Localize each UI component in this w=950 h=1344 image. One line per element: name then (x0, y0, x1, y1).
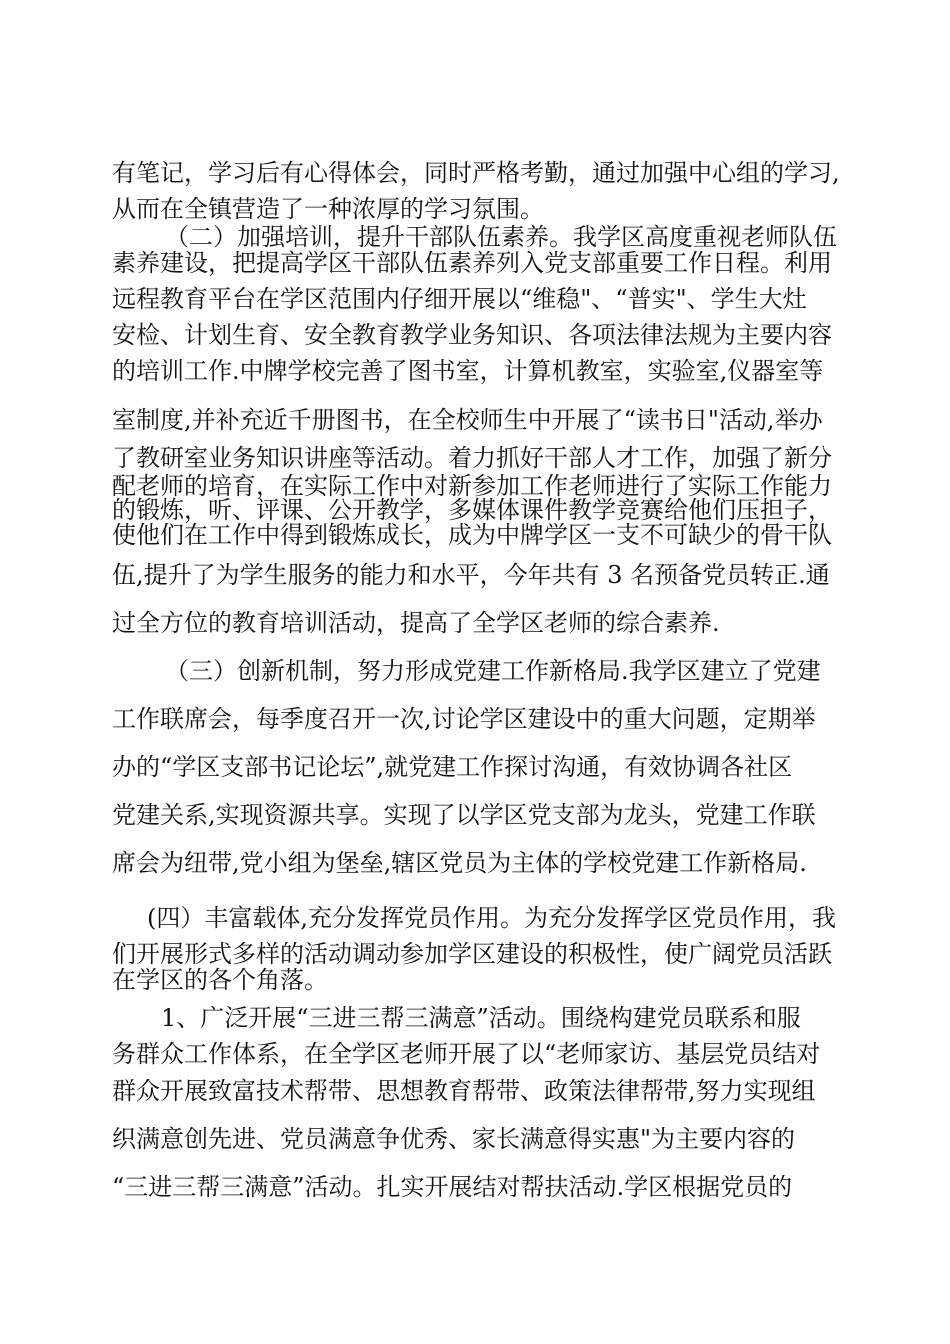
text-line: 了教研室业务知识讲座等活动。着力抓好干部人才工作，加强了新分 (112, 444, 832, 472)
text-line: 远程教育平台在学区范围内仔细开展以“维稳"、“普实"、学生大灶 (112, 285, 807, 313)
text-line: 伍,提升了为学生服务的能力和水平，今年共有 3 名预备党员转正.通 (112, 561, 830, 589)
text-line: （二）加强培训，提升干部队伍素养。我学区高度重视老师队伍 (165, 223, 837, 251)
text-line: 工作联席会，每季度召开一次,讨论学区建设中的重大问题，定期举 (112, 705, 816, 733)
text-line: （三）创新机制，努力形成党建工作新格局.我学区建立了党建 (165, 657, 821, 685)
text-line: 1、广泛开展“三进三帮三满意”活动。围绕构建党员联系和服 (161, 1004, 801, 1032)
text-line: 席会为纽带,党小组为堡垒,辖区党员为主体的学校党建工作新格局. (112, 849, 807, 877)
text-line: 在学区的各个角落。 (112, 966, 328, 994)
text-line: 有笔记，学习后有心得体会，同时严格考勤，通过加强中心组的学习, (112, 159, 840, 187)
text-line: 过全方位的教育培训活动，提高了全学区老师的综合素养. (112, 609, 720, 637)
text-line: 使他们在工作中得到锻炼成长，成为中牌学区一支不可缺少的骨干队 (112, 521, 832, 549)
text-line: 们开展形式多样的活动调动参加学区建设的积极性，使广阔党员活跃 (112, 940, 832, 968)
text-line: 的锻炼，听、评课、公开教学，多媒体课件教学竞赛给他们压担子， (112, 496, 832, 524)
text-line: 务群众工作体系，在全学区老师开展了以“老师家访、基层党员结对 (112, 1040, 821, 1068)
text-line: “三进三帮三满意”活动。扎实开展结对帮扶活动.学区根据党员的 (112, 1173, 793, 1201)
text-line: (四）丰富载体,充分发挥党员作用。为充分发挥学区党员作用，我 (147, 904, 836, 932)
text-line: 配老师的培育，在实际工作中对新参加工作老师进行了实际工作能力 (112, 472, 832, 500)
text-line: 从而在全镇营造了一种浓厚的学习氛围。 (112, 195, 544, 223)
text-line: 织满意创先进、党员满意争优秀、家长满意得实惠"为主要内容的 (112, 1125, 796, 1153)
text-line: 素养建设，把提高学区干部队伍素养列入党支部重要工作日程。利用 (112, 249, 832, 277)
text-line: 办的“学区支部书记论坛”,就党建工作探讨沟通，有效协调各社区 (112, 753, 793, 781)
text-line: 群众开展致富技术帮带、思想教育帮带、政策法律帮带,努力实现组 (112, 1077, 816, 1105)
text-line: 安检、计划生育、安全教育教学业务知识、各项法律法规为主要内容 (112, 321, 832, 349)
text-line: 党建关系,实现资源共享。实现了以学区党支部为龙头，党建工作联 (112, 801, 816, 829)
text-line: 室制度,并补充近千册图书，在全校师生中开展了“读书日"活动,举办 (112, 406, 823, 434)
text-line: 的培训工作.中牌学校完善了图书室，计算机教室，实验室,仪器室等 (112, 357, 824, 385)
